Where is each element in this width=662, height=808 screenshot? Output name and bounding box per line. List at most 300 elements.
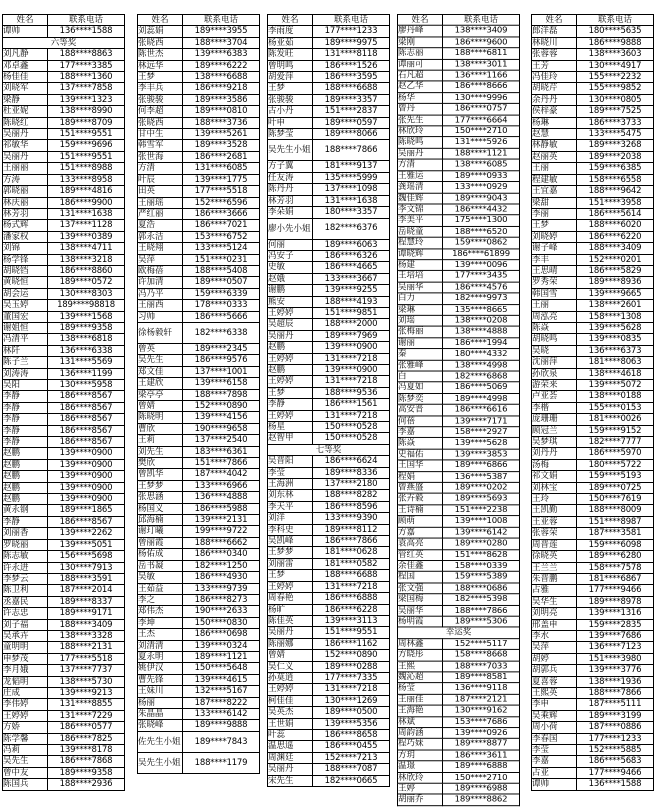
- header-name: 姓名: [398, 14, 443, 25]
- winner-name: 冯夏如: [398, 382, 443, 393]
- winner-phone: 188****2936: [48, 779, 125, 790]
- winner-phone: 130****0805: [577, 94, 654, 105]
- table-row: [3, 106, 125, 117]
- winner-name: 方子翼: [268, 161, 313, 172]
- header-phone: 联系电话: [577, 15, 654, 26]
- table-row: [3, 94, 125, 105]
- winner-name: 胡婷: [532, 653, 577, 664]
- winner-phone: 181****0026: [577, 414, 654, 425]
- winner-phone: 188****6020: [577, 220, 654, 231]
- winner-phone: 152****0201: [577, 254, 654, 265]
- winner-name: 吴梦琪: [532, 437, 577, 448]
- winner-name: 陈佳英: [268, 615, 313, 626]
- winner-name: 叶申: [268, 117, 313, 128]
- winner-phone: 137****1098: [313, 184, 390, 195]
- winner-phone: 189****8709: [48, 117, 125, 128]
- winner-phone: 138****2601: [577, 300, 654, 311]
- winner-phone: 186****6228: [313, 604, 390, 615]
- winner-phone: 186****5988: [183, 503, 260, 514]
- winner-name: 周晋莲: [532, 539, 577, 550]
- winner-name: 夏喜蓉: [532, 676, 577, 687]
- winner-phone: 131****7218: [313, 581, 390, 592]
- winner-name: 余丹丹: [532, 94, 577, 105]
- table-row: [268, 410, 390, 421]
- winner-phone: 189****2038: [577, 151, 654, 162]
- winner-name: 王莉: [138, 435, 183, 446]
- winner-phone: 186****8658: [313, 729, 390, 740]
- winner-name: 吴晓: [532, 345, 577, 356]
- table-row: [138, 583, 260, 594]
- winner-phone: 133****6142: [183, 708, 260, 719]
- winner-phone: 187****2121: [443, 694, 520, 705]
- winner-phone: 188****8863: [48, 49, 125, 60]
- winner-name: 温璟: [398, 761, 443, 772]
- winner-phone: 158****2927: [443, 427, 520, 438]
- winner-phone: 186****8567: [48, 414, 125, 425]
- table-row: [532, 539, 654, 550]
- winner-name: 张文强: [398, 583, 443, 594]
- winner-phone: 175****1300: [443, 215, 520, 226]
- table-row: [398, 59, 520, 70]
- table-row: [3, 779, 125, 790]
- winner-phone: 139****1323: [48, 94, 125, 105]
- winner-name: 王婷婷: [268, 684, 313, 695]
- winner-phone: 139****9665: [577, 288, 654, 299]
- winner-phone: 189****6888: [443, 761, 520, 772]
- table-row: [3, 186, 125, 197]
- winner-phone: 131****7229: [48, 710, 125, 721]
- winner-name: 冯莉: [3, 745, 48, 756]
- winner-name: 胡郭兵: [532, 665, 577, 676]
- winner-name: 赵乙华: [398, 81, 443, 92]
- winner-name: 王梦: [532, 220, 577, 231]
- winner-name: 张晓西: [138, 117, 183, 128]
- table-row: [398, 594, 520, 605]
- table-row: [138, 549, 260, 560]
- winner-phone: 136****6373: [577, 345, 654, 356]
- winner-name: 陈丽娜: [268, 638, 313, 649]
- winner-phone: 138****4888: [443, 326, 520, 337]
- table-row: [3, 619, 125, 630]
- table-row: [532, 459, 654, 470]
- table-row: [532, 745, 654, 756]
- winner-name: 谢姐恒: [3, 322, 48, 333]
- table-row: [138, 117, 260, 128]
- winner-phone: 177****9466: [577, 585, 654, 596]
- winner-phone: 139****0900: [48, 471, 125, 482]
- winner-phone: 139****6383: [183, 49, 260, 60]
- table-row: [532, 687, 654, 698]
- winner-name: 孙欣泉: [532, 368, 577, 379]
- table-row: [138, 492, 260, 503]
- table-row: [398, 215, 520, 226]
- table-row: [532, 562, 654, 573]
- table-row: [3, 117, 125, 128]
- winner-name: 黄永钢: [3, 505, 48, 516]
- table-row: [268, 490, 390, 501]
- winner-name: 罗秀荣: [532, 277, 577, 288]
- winner-name: 朱晋鹏: [532, 573, 577, 584]
- table-row: [3, 482, 125, 493]
- winner-name: 李美平: [398, 215, 443, 226]
- winner-name: 王婷婷: [268, 410, 313, 421]
- winner-name: 习帅: [138, 311, 183, 322]
- table-row: [532, 505, 654, 516]
- table-row: [532, 710, 654, 721]
- table-row: [138, 174, 260, 185]
- winner-name: 刘涛涛: [3, 368, 48, 379]
- winner-phone: 189****9358: [48, 767, 125, 778]
- table-row: [3, 208, 125, 219]
- winner-name: 邓卓鑫: [3, 60, 48, 71]
- winner-name: 史福佑: [398, 449, 443, 460]
- table-row: [138, 311, 260, 322]
- winner-phone: 178****0333: [183, 300, 260, 311]
- winner-name: 史敏: [268, 262, 313, 273]
- table-row: [532, 596, 654, 607]
- winner-phone: 158****0339: [443, 560, 520, 571]
- winner-name: 谢鹏: [268, 285, 313, 296]
- winner-phone: 189****8581: [443, 672, 520, 683]
- winner-phone: 181****9137: [313, 161, 390, 172]
- table-row: [532, 516, 654, 527]
- winner-name: 白力: [398, 293, 443, 304]
- winner-phone: 150****7619: [577, 494, 654, 505]
- winner-phone: 138****3409: [443, 26, 520, 37]
- winner-name: 林斌: [398, 716, 443, 727]
- winner-name: 林静敏: [532, 140, 577, 151]
- winner-phone: 186****61899: [443, 248, 520, 259]
- winner-name: 周小荷: [532, 722, 577, 733]
- winner-name: 杨丽: [138, 697, 183, 708]
- winner-name: 李水: [532, 630, 577, 641]
- winner-phone: 188****3591: [48, 573, 125, 584]
- winner-phone: 180****5635: [577, 26, 654, 37]
- winner-phone: 152****5117: [443, 638, 520, 649]
- winner-phone: 186****5829: [577, 265, 654, 276]
- winner-name: 吴丽华: [398, 605, 443, 616]
- winner-name: 郎洋磊: [532, 26, 577, 37]
- winner-name: 李坤: [138, 617, 183, 628]
- winner-name: 吴先生小姐: [138, 752, 183, 773]
- winner-name: 潘家权: [3, 231, 48, 242]
- winner-name: 刘锦: [3, 243, 48, 254]
- winner-phone: 186****7866: [313, 536, 390, 547]
- table-row: [138, 322, 260, 343]
- winner-name: 冯乃平: [138, 288, 183, 299]
- winner-phone: 188****3409: [577, 243, 654, 254]
- winner-phone: 138****3603: [577, 49, 654, 60]
- prize-section-row: [3, 37, 125, 48]
- winner-name: 熊安: [268, 296, 313, 307]
- winner-phone: 137****1001: [183, 366, 260, 377]
- winner-name: 王宜嘉: [532, 186, 577, 197]
- winner-name: 王丽: [532, 300, 577, 311]
- winner-name: 周春艳: [268, 593, 313, 604]
- table-row: [138, 469, 260, 480]
- winner-name: 李莹: [268, 467, 313, 478]
- table-row: [138, 697, 260, 708]
- winner-name: 韩国雪: [532, 288, 577, 299]
- winner-phone: 186****9600: [443, 37, 520, 48]
- prize-section-label: 七等奖: [268, 444, 390, 455]
- table-row: [398, 783, 520, 794]
- winner-phone: 186****0757: [443, 104, 520, 115]
- table-row: [268, 94, 390, 105]
- winner-phone: 139****2131: [183, 515, 260, 526]
- table-row: [138, 446, 260, 457]
- table-row: [3, 505, 125, 516]
- table-row: [532, 322, 654, 333]
- table-row: [268, 239, 390, 250]
- table-row: [3, 140, 125, 151]
- winner-phone: 189****9888: [183, 720, 260, 731]
- table-row: [532, 767, 654, 778]
- winner-phone: 188****6688: [313, 570, 390, 581]
- table-row: [3, 334, 125, 345]
- winner-name: 田英: [138, 186, 183, 197]
- winner-name: 李科史: [268, 524, 313, 535]
- winner-name: 高安晋: [398, 404, 443, 415]
- winner-name: 王思晴: [532, 265, 577, 276]
- winner-phone: 151****0231: [183, 254, 260, 265]
- table-row: [532, 254, 654, 265]
- winner-phone: 133****3667: [313, 273, 390, 284]
- table-row: [3, 380, 125, 391]
- header-name: 姓名: [268, 15, 313, 26]
- winner-phone: 137****2540: [183, 435, 260, 446]
- winner-phone: 186****8596: [313, 501, 390, 512]
- winner-name: 杨亚茹: [268, 37, 313, 48]
- table-row: [532, 220, 654, 231]
- table-row: [138, 83, 260, 94]
- table-row: [138, 629, 260, 640]
- table-row: [532, 642, 654, 653]
- table-row: [3, 277, 125, 288]
- table-row: [138, 277, 260, 288]
- winner-phone: 139****0900: [48, 459, 125, 470]
- header-name: 姓名: [3, 15, 48, 26]
- winner-phone: 189****0507: [183, 277, 260, 288]
- table-row: [268, 364, 390, 375]
- table-row: [398, 282, 520, 293]
- table-row: [138, 674, 260, 685]
- table-row: [398, 705, 520, 716]
- table-row: [398, 248, 520, 259]
- winner-phone: 186****1162: [313, 638, 390, 649]
- winner-name: 冯佳玲: [532, 72, 577, 83]
- winner-phone: 186****5683: [577, 756, 654, 767]
- table-row: [268, 650, 390, 661]
- winner-phone: 177****3435: [443, 271, 520, 282]
- winner-phone: 186****9576: [183, 355, 260, 366]
- winner-name: 白: [398, 371, 443, 382]
- winner-phone: 182****7777: [577, 437, 654, 448]
- winner-name: 李天平: [268, 501, 313, 512]
- winner-name: 方清: [138, 163, 183, 174]
- table-row: [398, 605, 520, 616]
- table-row: [3, 459, 125, 470]
- table-row: [3, 402, 125, 413]
- winner-phone: 139****0324: [183, 640, 260, 651]
- table-row: [532, 334, 654, 345]
- winner-phone: 131****5569: [48, 357, 125, 368]
- winner-name: 韩雪军: [138, 140, 183, 151]
- winner-phone: 177****1233: [577, 733, 654, 744]
- winner-name: 王玲: [532, 494, 577, 505]
- winner-name: 胡晓鸣: [532, 334, 577, 345]
- winner-phone: 136****6338: [48, 345, 125, 356]
- table-row: [532, 779, 654, 790]
- table-row: [268, 661, 390, 672]
- table-row: [268, 172, 390, 183]
- table-row: [138, 560, 260, 571]
- table-row: [268, 60, 390, 71]
- winner-phone: 139****5051: [48, 539, 125, 550]
- table-row: [532, 186, 654, 197]
- winner-phone: 189****6063: [313, 239, 390, 250]
- table-row: [268, 638, 390, 649]
- table-row: [268, 581, 390, 592]
- winner-phone: 158****7578: [577, 562, 654, 573]
- table-row: [268, 262, 390, 273]
- winner-name: 曾中友: [3, 767, 48, 778]
- winner-name: 梁亭亭: [138, 389, 183, 400]
- table-row: [268, 387, 390, 398]
- winner-phone: 188****0686: [443, 583, 520, 594]
- table-row: [532, 357, 654, 368]
- winner-phone: 177****6664: [443, 115, 520, 126]
- winner-name: 孙莫逍: [268, 672, 313, 683]
- winner-phone: 186****4432: [443, 204, 520, 215]
- winner-phone: 153****6752: [183, 231, 260, 242]
- winner-phone: 159****6385: [577, 163, 654, 174]
- table-row: [3, 528, 125, 539]
- winner-name: 赵丽英: [532, 151, 577, 162]
- table-row: [268, 684, 390, 695]
- table-row: [138, 72, 260, 83]
- winner-phone: 139****6158: [183, 378, 260, 389]
- table-row: [138, 617, 260, 628]
- winner-name: 童明明: [3, 642, 48, 653]
- winner-phone: 188****7033: [443, 661, 520, 672]
- header-row: [138, 15, 260, 26]
- winner-phone: 150****0830: [183, 617, 260, 628]
- winner-phone: 189****0572: [48, 277, 125, 288]
- winner-name: 祁文娟: [532, 471, 577, 482]
- table-row: [138, 378, 260, 389]
- table-row: [532, 345, 654, 356]
- winner-phone: 139****0900: [313, 342, 390, 353]
- winner-phone: 186****3611: [443, 750, 520, 761]
- table-row: [398, 304, 520, 315]
- winner-phone: 187****8222: [183, 697, 260, 708]
- table-row: [268, 319, 390, 330]
- winner-phone: 188****1360: [48, 72, 125, 83]
- winner-phone: 189****6280: [577, 551, 654, 562]
- table-row: [268, 501, 390, 512]
- table-row: [532, 265, 654, 276]
- winner-name: 吴先生小姐: [268, 140, 313, 161]
- winner-phone: 138****5730: [48, 676, 125, 687]
- winner-name: 胡丽乔: [398, 794, 443, 805]
- table-row: [138, 129, 260, 140]
- winner-name: 何李超: [138, 106, 183, 117]
- winner-name: 宋先生: [268, 775, 313, 786]
- winner-name: 杨星: [268, 422, 313, 433]
- winner-name: 王梦: [268, 387, 313, 398]
- winner-phone: 181****6867: [577, 573, 654, 584]
- winner-phone: 139****1008: [443, 516, 520, 527]
- winner-phone: 189****6222: [183, 60, 260, 71]
- roster-column-1: [2, 14, 125, 791]
- table-row: [138, 366, 260, 377]
- table-row: [268, 593, 390, 604]
- winner-phone: 151****3980: [577, 653, 654, 664]
- table-row: [398, 661, 520, 672]
- winner-phone: 190****9658: [183, 423, 260, 434]
- winner-phone: 189****3586: [183, 94, 260, 105]
- table-row: [268, 627, 390, 638]
- winner-phone: 180****5722: [577, 459, 654, 470]
- table-row: [398, 182, 520, 193]
- winner-name: 吴丽丹: [268, 627, 313, 638]
- winner-name: 何蓓: [398, 416, 443, 427]
- table-row: [3, 437, 125, 448]
- table-row: [268, 129, 390, 140]
- table-row: [532, 699, 654, 710]
- table-row: [3, 254, 125, 265]
- winner-phone: 139****1568: [48, 311, 125, 322]
- winner-phone: 186****5614: [577, 208, 654, 219]
- winner-phone: 138****0208: [443, 315, 520, 326]
- winner-name: 方涛: [3, 174, 48, 185]
- winner-name: 王海艳: [398, 705, 443, 716]
- winner-phone: 186****1994: [443, 338, 520, 349]
- winner-phone: 136****4888: [183, 492, 260, 503]
- table-row: [398, 616, 520, 627]
- winner-name: 王婷婷: [268, 581, 313, 592]
- winner-phone: 139****1775: [183, 174, 260, 185]
- table-row: [398, 583, 520, 594]
- winner-phone: 187****0886: [577, 722, 654, 733]
- winner-phone: 189****4998: [443, 393, 520, 404]
- winner-phone: 139****6142: [443, 527, 520, 538]
- table-row: [3, 573, 125, 584]
- winner-phone: 151****2238: [443, 505, 520, 516]
- table-row: [138, 731, 260, 752]
- winner-phone: 131****7218: [313, 376, 390, 387]
- table-row: [532, 37, 654, 48]
- table-row: [532, 197, 654, 208]
- winner-name: 王婷婷: [268, 376, 313, 387]
- table-row: [532, 26, 654, 37]
- winner-phone: 139****5072: [577, 380, 654, 391]
- table-row: [398, 338, 520, 349]
- table-row: [398, 226, 520, 237]
- table-row: [532, 630, 654, 641]
- table-row: [3, 49, 125, 60]
- table-row: [398, 750, 520, 761]
- winner-name: 梁静: [3, 94, 48, 105]
- winner-name: 赵鹏: [3, 459, 48, 470]
- winner-phone: 139****3113: [313, 615, 390, 626]
- table-row: [138, 572, 260, 583]
- winner-name: 徐晓英: [532, 551, 577, 562]
- winner-phone: 152****5885: [577, 745, 654, 756]
- winner-name: 王丽瑶: [138, 197, 183, 208]
- winner-phone: 186****7868: [48, 756, 125, 767]
